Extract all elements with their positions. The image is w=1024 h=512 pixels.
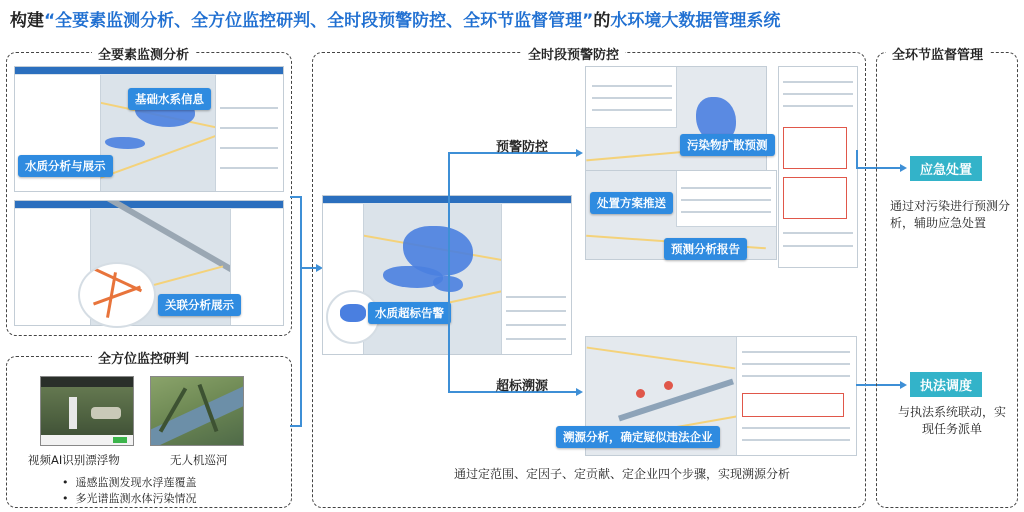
tracing-description: 通过定范围、定因子、定贡献、定企业四个步骤，实现溯源分析: [454, 467, 791, 481]
panel-title-full-chain: 全环节监督管理: [886, 44, 989, 63]
arrow-warning: [576, 149, 583, 157]
caption-video-ai: 视频AI识别漂浮物: [28, 453, 120, 467]
connector-left-vertical: [300, 196, 302, 426]
panel-title-full-direction: 全方位监控研判: [92, 348, 195, 367]
panel-title-full-element: 全要素监测分析: [92, 44, 195, 63]
panel-title-full-time: 全时段预警防控: [522, 44, 625, 63]
tag-basic-water: 基础水系信息: [128, 88, 211, 110]
arrow-tracing: [576, 388, 583, 396]
connector-left-top: [290, 196, 302, 198]
title-highlight: “全要素监测分析、全方位监控研判、全时段预警防控、全环节监督管理”: [44, 11, 594, 31]
tag-trace-analysis: 溯源分析，确定疑似违法企业: [556, 426, 720, 448]
screenshot-side-report: [778, 66, 858, 268]
enforcement-button[interactable]: 执法调度: [910, 372, 982, 397]
bullet-remote-sensing: • 遥感监测发现水浮莲覆盖: [62, 476, 197, 489]
photo-video-ai: [40, 376, 134, 446]
title-middle: 的: [593, 11, 611, 31]
page-title: [10, 6, 780, 31]
connector-center-vertical: [448, 152, 450, 392]
title-system: 水环境大数据管理系统: [610, 11, 781, 31]
tag-exceed-alarm: 水质超标告警: [368, 302, 451, 324]
screenshot-pollution-spread: [585, 66, 767, 176]
tag-forecast-report: 预测分析报告: [664, 238, 747, 260]
bullet-multispectral: • 多光谱监测水体污染情况: [62, 492, 197, 505]
tag-plan-push: 处置方案推送: [590, 192, 673, 214]
panel-full-chain: [876, 52, 1018, 508]
caption-drone: 无人机巡河: [170, 453, 228, 467]
photo-drone: [150, 376, 244, 446]
emergency-button[interactable]: 应急处置: [910, 156, 982, 181]
connector-left-bottom: [290, 425, 302, 427]
title-prefix: 构建: [10, 11, 44, 31]
tag-pollution-spread: 污染物扩散预测: [680, 134, 775, 156]
connector-emergency: [856, 150, 858, 168]
correlation-magnifier: [78, 262, 156, 328]
branch-tracing: 超标溯源: [496, 379, 549, 394]
enforcement-description: 与执法系统联动，实现任务派单: [897, 405, 1006, 436]
tag-correlation: 关联分析展示: [158, 294, 241, 316]
branch-warning: 预警防控: [496, 140, 549, 155]
tag-water-quality-analysis: 水质分析与展示: [18, 155, 113, 177]
emergency-description: 通过对污染进行预测分析，辅助应急处置: [890, 199, 1011, 230]
